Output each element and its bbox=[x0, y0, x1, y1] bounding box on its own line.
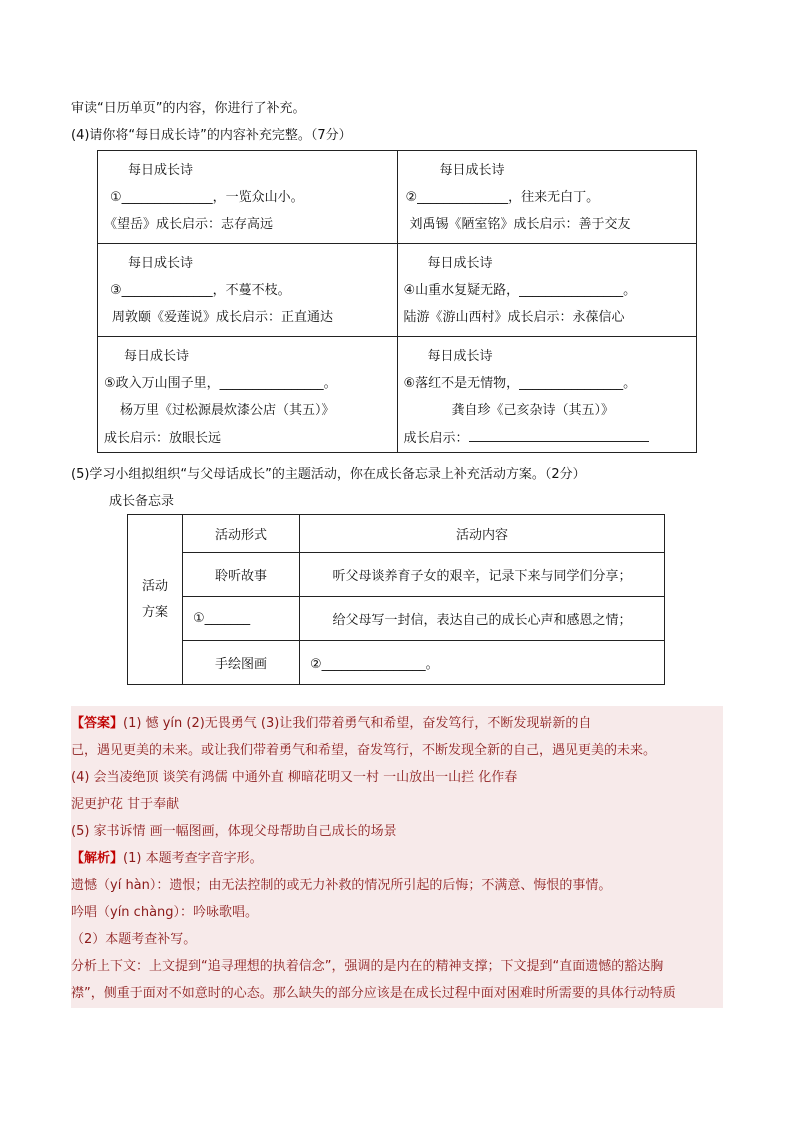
poem-source: 陆游《游山西村》成长启示：永葆信心 bbox=[403, 310, 625, 325]
analysis-line-3: 吟唱（yín chàng）：吟咏歌唱。 bbox=[71, 905, 259, 920]
memo-table bbox=[127, 514, 665, 685]
answer-line-4: 泥更护花 甘于奉献 bbox=[71, 797, 180, 812]
analysis-tag: 【解析】 bbox=[71, 851, 124, 866]
poem-line: ⑤政入万山围子里，________________。 bbox=[104, 376, 337, 391]
poem-line: ③______________，不蔓不枝。 bbox=[110, 283, 291, 298]
poem-insight: 成长启示： bbox=[404, 427, 649, 446]
memo-header-content: 活动内容 bbox=[300, 515, 665, 553]
poem-title: 每日成长诗 bbox=[128, 256, 194, 271]
poem-line: ②______________，往来无白丁。 bbox=[405, 190, 600, 205]
poem-insight: 成长启示：放眼长远 bbox=[104, 431, 222, 446]
poem-line: ①______________，一览众山小。 bbox=[110, 190, 304, 205]
poem-source: 《望岳》成长启示：志存高远 bbox=[104, 217, 274, 232]
poem-source: 龚自珍《己亥杂诗（其五）》 bbox=[451, 403, 615, 418]
analysis-line-1: 【解析】(1) 本题考查字音字形。 bbox=[71, 851, 263, 866]
poem-cell-3 bbox=[98, 244, 398, 337]
memo-row-label: 活动方案 bbox=[128, 515, 183, 685]
poem-title: 每日成长诗 bbox=[124, 349, 190, 364]
poem-cell-6 bbox=[397, 337, 697, 453]
answer-line-5: (5) 家书诉情 画一幅图画，体现父母帮助自己成长的场景 bbox=[71, 824, 397, 839]
poem-title: 每日成长诗 bbox=[439, 163, 505, 178]
memo-form-cell: ①_______ bbox=[183, 597, 300, 641]
analysis-line-6: 襟”，侧重于面对不如意时的心态。那么缺失的部分应该是在成长过程中面对困难时所需要的具体行动特质 bbox=[71, 986, 676, 1001]
poem-cell-5 bbox=[98, 337, 398, 453]
q5-prompt: (5)学习小组拟组织“与父母话成长”的主题活动，你在成长备忘录上补充活动方案。（2分） bbox=[71, 467, 586, 482]
analysis-line-5: 分析上下文：上文提到“追寻理想的执着信念”，强调的是内在的精神支撑；下文提到“直面遗憾的豁达胸 bbox=[71, 959, 664, 974]
poem-source: 杨万里《过松源晨炊漆公店（其五）》 bbox=[120, 403, 335, 418]
poem-cell-4 bbox=[397, 244, 697, 337]
analysis-line-4: （2）本题考查补写。 bbox=[71, 932, 197, 947]
poem-source: 刘禹锡《陋室铭》成长启示：善于交友 bbox=[409, 217, 631, 232]
memo-content-cell: ②________________。 bbox=[300, 641, 665, 685]
memo-form-cell: 聆听故事 bbox=[183, 553, 300, 597]
answer-tag: 【答案】 bbox=[71, 716, 124, 731]
poem-title: 每日成长诗 bbox=[427, 349, 493, 364]
poem-source: 周敦颐《爱莲说》成长启示：正直通达 bbox=[112, 310, 334, 325]
poem-line: ⑥落红不是无情物，________________。 bbox=[403, 376, 637, 391]
poem-cell-1 bbox=[98, 151, 398, 244]
answer-line-3: (4) 会当凌绝顶 谈笑有鸿儒 中通外直 柳暗花明又一村 一山放出一山拦 化作春 bbox=[71, 770, 518, 785]
answer-block bbox=[71, 706, 723, 1008]
poem-cell-2 bbox=[397, 151, 697, 244]
analysis-line-2: 遗憾（yí hàn）：遗恨；由无法控制的或无力补救的情况所引起的后悔；不满意、悔恨的事情。 bbox=[71, 878, 612, 893]
memo-content-cell: 给父母写一封信，表达自己的成长心声和感恩之情； bbox=[300, 597, 665, 641]
intro-line: 审读“日历单页”的内容，你进行了补充。 bbox=[71, 101, 306, 116]
memo-content-cell: 听父母谈养育子女的艰辛，记录下来与同学们分享； bbox=[300, 553, 665, 597]
memo-header-form: 活动形式 bbox=[183, 515, 300, 553]
poem-title: 每日成长诗 bbox=[427, 256, 493, 271]
answer-line-2: 己，遇见更美的未来。或让我们带着勇气和希望，奋发笃行，不断发现全新的自己，遇见更美的未来。 bbox=[71, 743, 657, 758]
poem-title: 每日成长诗 bbox=[128, 163, 194, 178]
q4-prompt: (4)请你将“每日成长诗”的内容补充完整。（7分） bbox=[71, 128, 352, 143]
poem-table bbox=[97, 150, 697, 453]
poem-line: ④山重水复疑无路，________________。 bbox=[403, 283, 637, 298]
answer-line-1: 【答案】(1) 憾 yín (2)无畏勇气 (3)让我们带着勇气和希望，奋发笃行，不断发现崭新的自 bbox=[71, 716, 592, 731]
answer-blank bbox=[469, 429, 649, 442]
memo-form-cell: 手绘图画 bbox=[183, 641, 300, 685]
memo-title: 成长备忘录 bbox=[109, 494, 175, 509]
